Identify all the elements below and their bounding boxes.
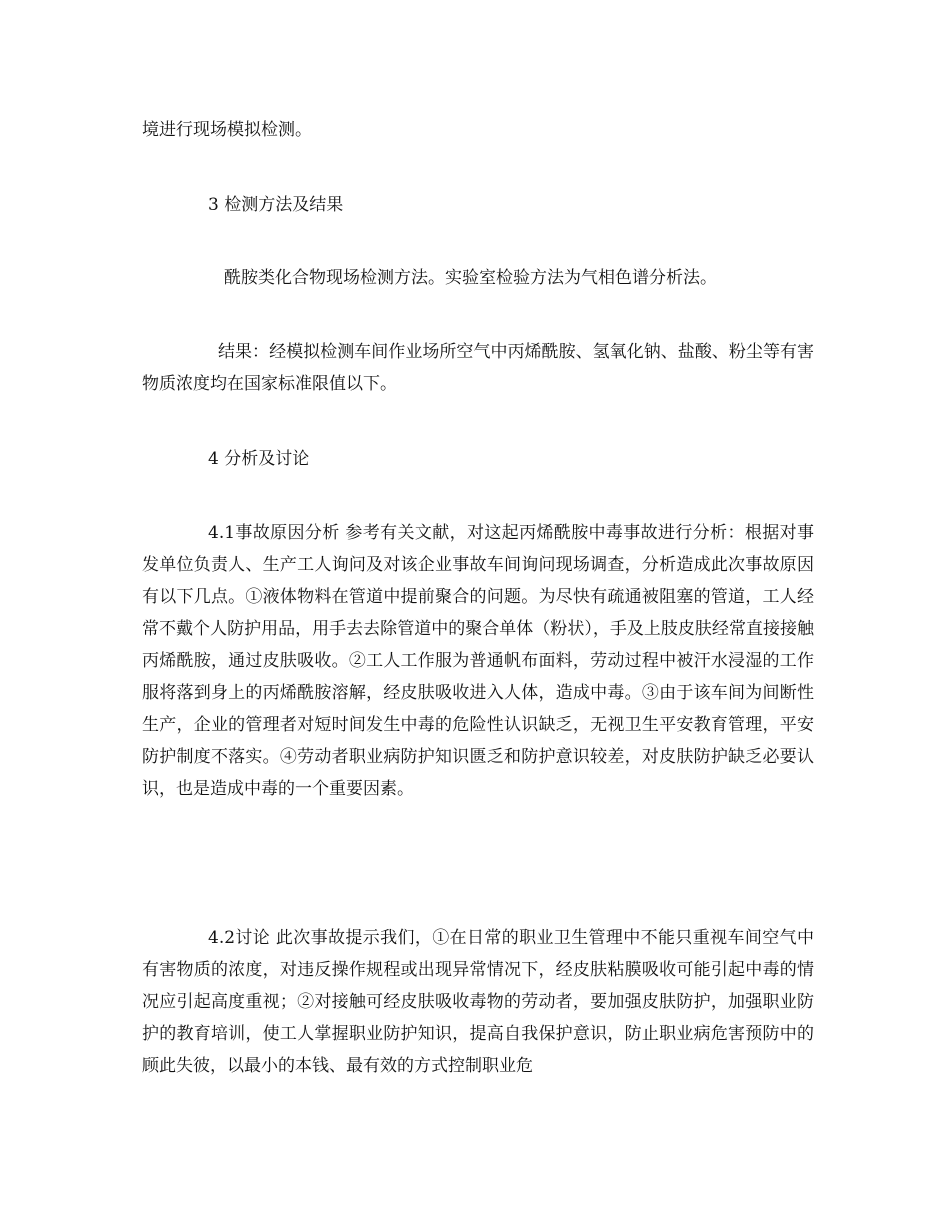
paragraph-method: 酰胺类化合物现场检测方法。实验室检验方法为气相色谱分析法。 <box>224 268 717 288</box>
paragraph-continuation: 境进行现场模拟检测。 <box>142 120 312 140</box>
section-heading-4: 4 分析及讨论 <box>208 449 310 469</box>
paragraph-4-2: 4.2讨论 此次事故提示我们，①在日常的职业卫生管理中不能只重视车间空气中有害物质的浓度，对违反操作规程或出现异常情况下，经皮肤粘膜吸收可能引起中毒的情况应引起高度重视；②对接触可经皮肤吸收毒物的劳动者，要加强皮肤防护，加强职业防护的教育培训，使工人掌握职业防护知识，提高自我保护意识，防止职业病危害预防中的顾此失彼，以最小的本钱、最有效的方式控制职业危 <box>142 928 814 1076</box>
paragraph-result: 结果：经模拟检测车间作业场所空气中丙烯酰胺、氢氧化钠、盐酸、粉尘等有害物质浓度均在国家标准限值以下。 <box>142 342 814 394</box>
paragraph-4-1: 4.1事故原因分析 参考有关文献，对这起丙烯酰胺中毒事故进行分析：根据对事发单位负责人、生产工人询问及对该企业事故车间询问现场调查，分析造成此次事故原因有以下几点。①液体物料在管道中提前聚合的问题。为尽快有疏通被阻塞的管道，工人经常不戴个人防护用品，用手去去除管道中的聚合单体（粉状），手及上肢皮肤经常直接接触丙烯酰胺，通过皮肤吸收。②工人工作服为普通帆布面料，劳动过程中被汗水浸湿的工作服将落到身上的丙烯酰胺溶解，经皮肤吸收进入人体，造成中毒。③由于该车间为间断性生产，企业的管理者对短时间发生中毒的危险性认识缺乏，无视卫生平安教育管理，平安防护制度不落实。④劳动者职业病防护知识匮乏和防护意识较差，对皮肤防护缺乏必要认识，也是造成中毒的一个重要因素。 <box>142 523 814 799</box>
section-heading-3: 3 检测方法及结果 <box>208 195 344 215</box>
